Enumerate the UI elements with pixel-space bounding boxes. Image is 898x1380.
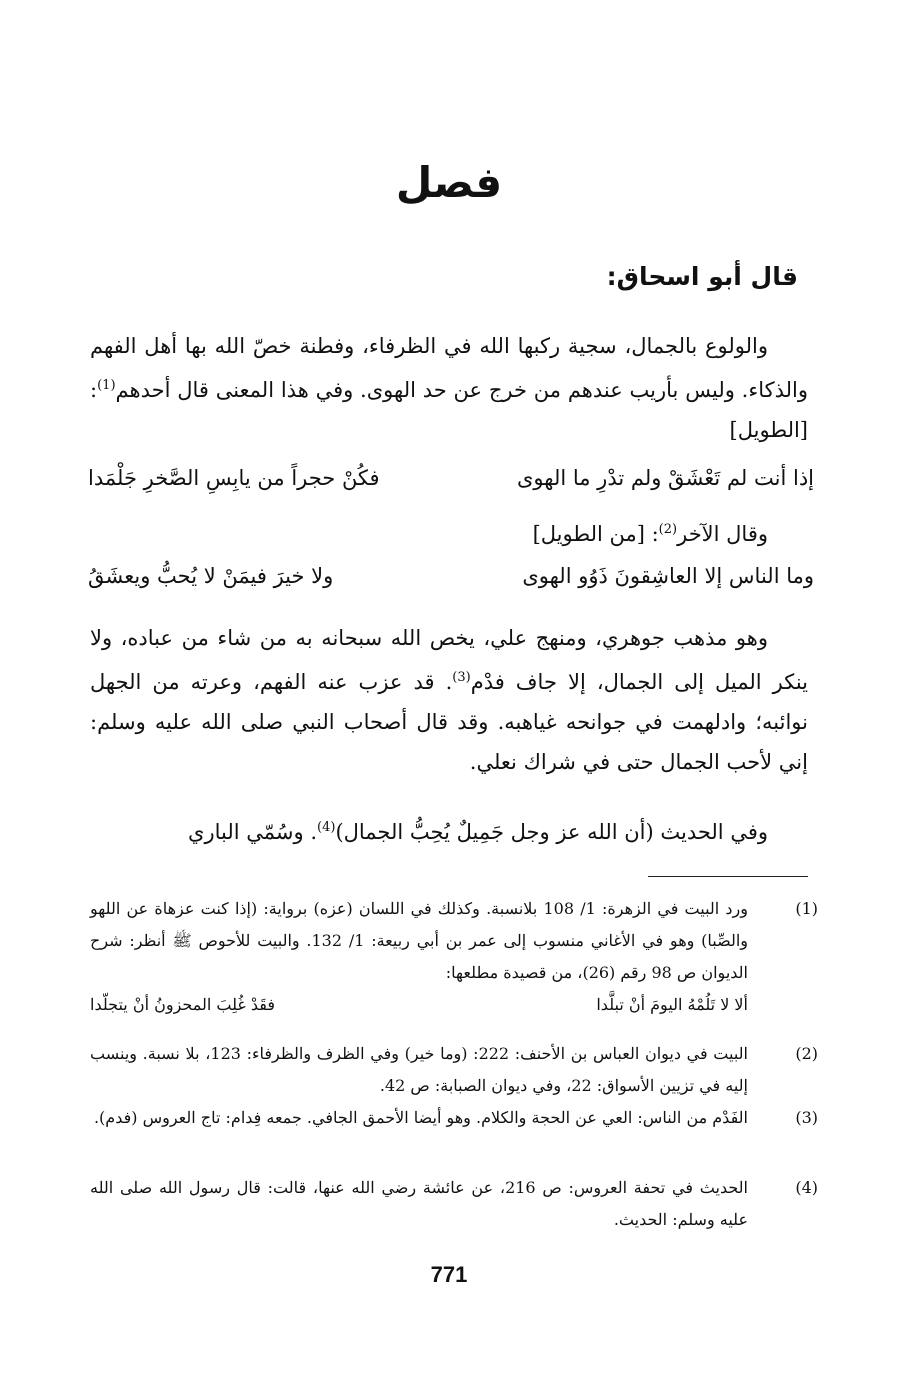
footnote-2: [90, 1038, 818, 1102]
footnote-3-text: الفَدْم من الناس: العي عن الحجة والكلام. وهو أيضا الأحمق الجافي. جمعه فِدام: تاج العروس (فدم).: [93, 1108, 748, 1127]
section-heading: قال أبو اسحاق:: [606, 262, 798, 291]
footnote-4: [90, 1172, 818, 1236]
paragraph-4: [90, 808, 808, 852]
footnote-1-verse: [90, 989, 748, 1021]
paragraph-1-text: والولوع بالجمال، سجية ركبها الله في الظرفاء، وفطنة خصّ الله بها أهل الفهم والذكاء. وليس بأريب عندهم من خرج عن حد الهوى. وفي هذا المعنى قال أحدهم: [90, 334, 808, 402]
verse-1: [88, 458, 814, 498]
paragraph-3-text: وهو مذهب جوهري، ومنهج علي، يخص الله سبحانه به من شاء من عباده، ولا ينكر الميل إلى الجمال، إلا جاف فدْم: [90, 626, 808, 694]
footnote-4-text: الحديث في تحفة العروس: ص 216، عن عائشة رضي الله عنها، قالت: قال رسول الله صلى الله عليه وسلم: الحديث.: [90, 1178, 748, 1229]
footnote-3: [90, 1102, 818, 1134]
footnote-ref-2[interactable]: (2): [658, 522, 678, 537]
footnote-1-verse-second: فقَدْ غُلِبَ المحزونُ أنْ يتجلّدا: [90, 995, 276, 1014]
footnote-1-verse-first: ألا لا تَلُمْهُ اليومَ أنْ تبلَّدا: [596, 995, 748, 1014]
footnote-ref-1[interactable]: (1): [97, 378, 116, 393]
footnote-divider: [648, 876, 808, 877]
footnote-1-number: (1): [795, 899, 818, 918]
footnote-ref-4[interactable]: (4): [317, 820, 336, 835]
paragraph-4-text: وفي الحديث (أن الله عز وجل جَمِيلٌ يُحِبُّ الجمال): [335, 820, 768, 844]
paragraph-2-tail: : [من الطويل]: [532, 522, 659, 546]
verse-2: [88, 556, 814, 596]
paragraph-1-tail: : [الطويل]: [90, 378, 808, 442]
footnote-2-text: البيت في ديوان العباس بن الأحنف: 222: (وما خير) وفي الظرف والظرفاء: 123، بلا نسبة. وينسب إليه في تزيين الأسواق: 22، وفي ديوان الصبابة: ص 42.: [90, 1044, 748, 1095]
paragraph-3-tail: . قد عزب عنه الفهم، وعرته من الجهل نوائبه؛ وادلهمت في جوانحه غياهبه. وقد قال أصحاب النبي صلى الله عليه وسلم: إني لأحب الجمال حتى في شراك نعلي.: [90, 670, 808, 774]
footnote-1: [90, 893, 818, 1021]
verse-1-first-hemistich: إذا أنت لم تَعْشَقْ ولم تدْرِ ما الهوى: [516, 466, 814, 490]
paragraph-4-tail: . وسُمّي الباري: [188, 820, 317, 844]
page-number: 771: [430, 1262, 468, 1287]
verse-2-second-hemistich: ولا خيرَ فيمَنْ لا يُحبُّ ويعشَقُ: [88, 564, 334, 588]
footnote-1-text: ورد البيت في الزهرة: 1/ 108 بلانسبة. وكذلك في اللسان (عزه) برواية: (إذا كنت عزهاة عن اللهو والصِّبا) وهو في الأغاني منسوب إلى عمر بن أبي ربيعة: 1/ 132. والبيت للأحوص ﷺ أنظر: شرح الديوان ص 98 رقم (26)، من قصيدة مطلعها:: [90, 899, 749, 982]
chapter-title: فصل: [395, 158, 503, 207]
paragraph-3: [90, 618, 808, 782]
footnote-2-number: (2): [795, 1044, 818, 1063]
paragraph-2-text: وقال الآخر: [677, 522, 768, 546]
footnote-3-number: (3): [795, 1108, 818, 1127]
paragraph-2: [90, 510, 808, 554]
footnote-4-number: (4): [795, 1178, 818, 1197]
paragraph-1: [90, 326, 808, 450]
verse-2-first-hemistich: وما الناس إلا العاشِقونَ ذَوُو الهوى: [522, 564, 814, 588]
footnote-ref-3[interactable]: (3): [452, 670, 471, 685]
verse-1-second-hemistich: فكُنْ حجراً من يابِسِ الصَّخرِ جَلْمَدا: [88, 466, 380, 490]
